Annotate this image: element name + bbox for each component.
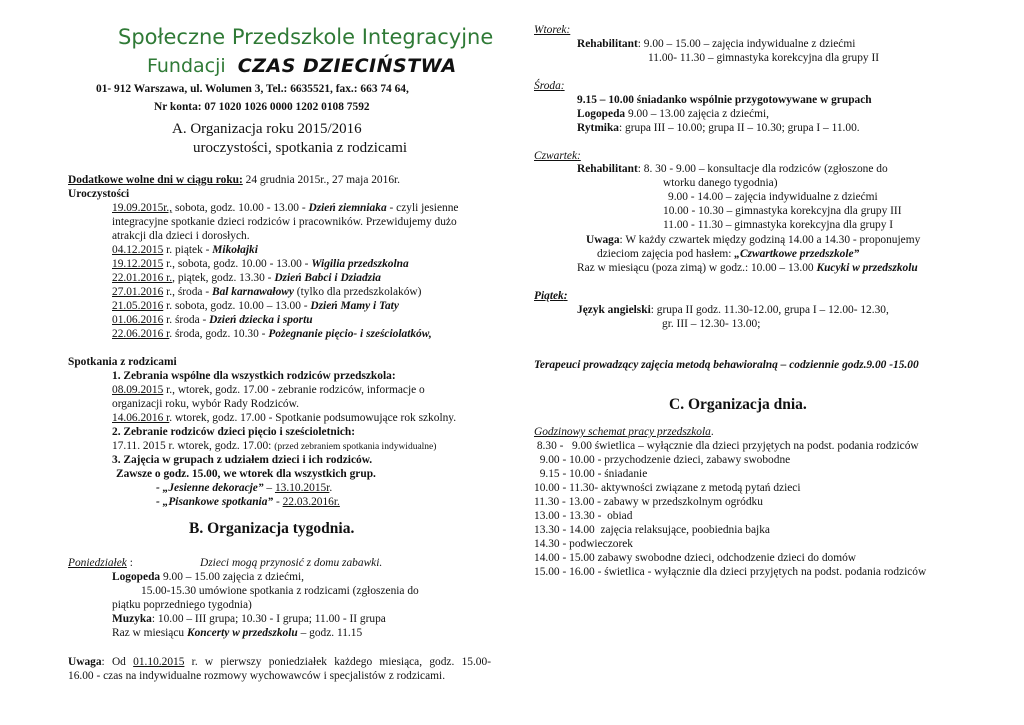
monday-logopeda-3: piątku poprzedniego tygodnia) <box>112 599 252 611</box>
celebration-name: Dzień Mamy i Taty <box>310 300 399 312</box>
schedule-row: 8.30 - 9.00 świetlica – wyłącznie dla dzieci przyjętych na podst. podania rodziców <box>534 440 919 452</box>
celebration-date: 21.05.2016 <box>112 300 164 312</box>
celebration-text: sobota, godz. 10.00 - 13.00 - <box>172 202 309 214</box>
account-line: Nr konta: 07 1020 1026 0000 1202 0108 7592 <box>154 101 370 113</box>
wednesday-logopeda <box>577 107 769 121</box>
meetings-3-b <box>156 495 340 509</box>
celebration-date: 19.09.2015r., <box>112 202 173 214</box>
meeting-date: 13.10.2015r <box>274 482 330 494</box>
section-a-subtitle: uroczystości, spotkania z rodzicami <box>193 140 408 156</box>
celebration-cont: atrakcji dla dzieci i dorosłych. <box>112 230 250 242</box>
wednesday-label: Środa: <box>534 80 565 92</box>
celebration-text: , piątek, godz. 13.30 - <box>172 272 275 284</box>
tuesday-rehab-label: Rehabilitant <box>577 38 638 50</box>
school-title: Społeczne Przedszkole Integracyjne <box>118 25 494 49</box>
schedule-row: 9.00 - 10.00 - przychodzenie dzieci, zabawy swobodne <box>534 454 791 466</box>
tuesday-rehab <box>577 37 855 51</box>
celebration-item <box>112 327 432 341</box>
thursday-rehab-2: wtorku danego tygodnia) <box>663 177 778 189</box>
celebration-text: . środa, godz. 10.30 - <box>169 328 269 340</box>
free-days <box>68 173 400 187</box>
friday-english-text: : grupa II godz. 11.30-12.00, grupa I – 12.00- 12.30, <box>650 304 889 316</box>
tuesday-rehab-text: : 9.00 – 15.00 – zajęcia indywidualne z dziećmi <box>637 38 856 50</box>
celebration-item <box>112 243 258 257</box>
monday-logopeda <box>112 570 304 584</box>
monday-concert-pre: Raz w miesiącu <box>112 627 187 639</box>
foundation-name: CZAS DZIECIŃSTWA <box>237 55 457 77</box>
meeting-date: 08.09.2015 <box>112 384 164 396</box>
monday-music-label: Muzyka <box>112 613 152 625</box>
celebration-item <box>112 313 313 327</box>
meeting-sep: – <box>263 482 275 494</box>
section-a-title: A. Organizacja roku 2015/2016 <box>172 121 362 137</box>
monday-music <box>112 612 386 626</box>
meeting-name: - „Pisankowe spotkania” <box>156 496 274 508</box>
meetings-3-a <box>156 481 332 495</box>
schedule-row: 9.15 - 10.00 - śniadanie <box>534 468 648 480</box>
wednesday-breakfast: 9.15 – 10.00 śniadanko wspólnie przygotowywane w grupach <box>577 94 872 106</box>
meeting-sep: - <box>273 496 283 508</box>
celebration-item <box>112 271 381 285</box>
celebration-item <box>112 285 421 299</box>
monday-label: Poniedziałek <box>68 557 127 569</box>
tuesday-label-text: Wtorek <box>534 24 567 36</box>
section-b-title: B. Organizacja tygodnia. <box>189 520 355 537</box>
free-days-label: Dodatkowe wolne dni w ciągu roku: <box>68 174 243 186</box>
schedule-dot: . <box>710 426 714 438</box>
section-c-title: C. Organizacja dnia. <box>669 396 807 413</box>
monday-sep: : <box>126 557 133 569</box>
schedule-label: Godzinowy schemat pracy przedszkola <box>534 426 711 438</box>
meeting-text: 17.11. 2015 r. wtorek, godz. 17.00: <box>112 440 275 452</box>
thursday-note-2 <box>597 247 859 261</box>
monday-logopeda-label: Logopeda <box>112 571 161 583</box>
foundation-prefix: Fundacji <box>147 55 226 77</box>
schedule-row: 13.00 - 13.30 - obiad <box>534 510 633 522</box>
wednesday-rhythm-text: : grupa III – 10.00; grupa II – 10.30; grupa I – 11.00. <box>619 122 860 134</box>
meeting-text: r., wtorek, godz. 17.00 - zebranie rodziców, informacje o <box>163 384 425 396</box>
celebration-name: Pożegnanie pięcio- i sześciolatków, <box>268 328 432 340</box>
celebration-name: Dzień dziecka i sportu <box>209 314 313 326</box>
meetings-1-title: 1. Zebrania wspólne dla wszystkich rodziców przedszkola: <box>112 370 396 382</box>
note-label: Uwaga <box>68 656 102 668</box>
friday-english-2: gr. III – 12.30- 13.00; <box>662 318 761 330</box>
celebration-rest: (tylko dla przedszkolaków) <box>293 286 422 298</box>
foundation-line <box>147 55 457 77</box>
meeting-text: . wtorek, godz. 17.00 - Spotkanie podsumowujące rok szkolny. <box>169 412 457 424</box>
thursday-label-text: Czwartek <box>534 150 578 162</box>
wednesday-label-text: Środa <box>534 80 561 92</box>
thursday-rehab-4: 10.00 - 10.30 – gimnastyka korekcyjna dla grupy III <box>663 205 902 217</box>
thursday-rehab-5: 11.00 - 11.30 – gimnastyka korekcyjna dla grupy I <box>663 219 894 231</box>
note-post: r. w pierwszy poniedziałek każdego miesiąca, godz. 15.00- <box>184 656 491 668</box>
celebration-text: r., środa - <box>163 286 212 298</box>
meetings-3-title: 3. Zajęcia w grupach z udziałem dzieci i ich rodziców. <box>112 454 373 466</box>
celebration-text: r., sobota, godz. 10.00 - 13.00 - <box>163 258 312 270</box>
friday-label: Piątek: <box>534 290 568 302</box>
meetings-label: Spotkania z rodzicami <box>68 356 177 368</box>
wednesday-logopeda-label: Logopeda <box>577 108 626 120</box>
celebration-date: 19.12.2015 <box>112 258 164 270</box>
meeting-date: 14.06.2016 r <box>112 412 170 424</box>
thursday-puppets-pre: Raz w miesiącu (poza zimą) w godz.: 10.00 – 13.00 <box>577 262 817 274</box>
monday-music-text: : 10.00 – III grupa; 10.30 - I grupa; 11.00 - II grupa <box>151 613 386 625</box>
celebration-text: r. sobota, godz. 10.00 – 13.00 - <box>163 300 311 312</box>
thursday-rehab <box>577 162 888 176</box>
schedule-row: 13.30 - 14.00 zajęcia relaksujące, poobiednia bajka <box>534 524 770 536</box>
monday-logopeda-2: 15.00-15.30 umówione spotkania z rodzicami (zgłoszenia do <box>141 585 419 597</box>
note-date: 01.10.2015 <box>133 656 185 668</box>
celebration-item <box>112 299 399 313</box>
celebration-date: 22.06.2016 r <box>112 328 170 340</box>
celebration-item <box>112 257 409 271</box>
thursday-note-2-text: dzieciom zajęcia pod hasłem: <box>597 248 735 260</box>
celebration-date: 22.01.2016 r. <box>112 272 173 284</box>
meetings-1-a-cont: organizacji roku, wybór Rady Rodziców. <box>112 398 299 410</box>
schedule-row: 10.00 - 11.30- aktywności związane z metodą pytań dzieci <box>534 482 801 494</box>
thursday-rehab-3: 9.00 - 14.00 – zajęcia indywidualne z dziećmi <box>668 191 878 203</box>
thursday-puppets <box>577 261 918 275</box>
schedule-row: 15.00 - 16.00 - świetlica - wyłącznie dla dzieci przyjętych na podst. podania rodziców <box>534 566 927 578</box>
meetings-1-b <box>112 411 456 425</box>
celebration-text: r. środa - <box>163 314 210 326</box>
celebration-item <box>112 201 458 215</box>
thursday-puppets-name: Kucyki w przedszkolu <box>816 262 918 274</box>
celebration-name: Dzień Babci i Dziadzia <box>274 272 381 284</box>
address-line: 01- 912 Warszawa, ul. Wolumen 3, Tel.: 6635521, fax.: 663 74 64, <box>96 83 409 95</box>
monday-concert <box>112 626 362 640</box>
celebration-cont: integracyjne spotkanie dzieci rodziców i pracowników. Przewidujemy dużo <box>112 216 457 228</box>
wednesday-rhythm <box>577 121 860 135</box>
friday-label-text: Piątek <box>534 290 564 302</box>
monday-concert-post: – godz. 11.15 <box>297 627 363 639</box>
note-line <box>68 655 491 669</box>
tuesday-rehab-2: 11.00- 11.30 – gimnastyka korekcyjna dla grupy II <box>648 52 880 64</box>
meetings-2-title: 2. Zebranie rodziców dzieci pięcio i sześcioletnich: <box>112 426 356 438</box>
free-days-value: 24 grudnia 2015r., 27 maja 2016r. <box>242 174 401 186</box>
thursday-rehab-text: : 8. 30 - 9.00 – konsultacje dla rodziców (zgłoszone do <box>637 163 888 175</box>
schedule-row: 14.00 - 15.00 zabawy swobodne dzieci, odchodzenie dzieci do domów <box>534 552 857 564</box>
celebration-text: r. piątek - <box>163 244 213 256</box>
note-pre: : Od <box>101 656 134 668</box>
note-cont: 16.00 - czas na indywidualne rozmowy wychowawców i specjalistów z rodzicami. <box>68 670 446 682</box>
friday-english <box>577 303 889 317</box>
wednesday-logopeda-text: 9.00 – 13.00 zajęcia z dziećmi, <box>625 108 770 120</box>
celebration-name: Dzień ziemniaka <box>308 202 387 214</box>
therapists-note: Terapeuci prowadzący zajęcia metodą behawioralną – codziennie godz.9.00 -15.00 <box>534 359 919 371</box>
celebration-name: Mikołajki <box>212 244 258 256</box>
meetings-2-a <box>112 439 436 454</box>
thursday-note-name: „Czwartkowe przedszkole” <box>734 248 860 260</box>
monday-note: Dzieci mogą przynosić z domu zabawki. <box>200 557 383 569</box>
thursday-note-label: Uwaga <box>586 234 620 246</box>
celebration-name: Wigilia przedszkolna <box>311 258 409 270</box>
meeting-name: - „Jesienne dekoracje” <box>156 482 264 494</box>
tuesday-label: Wtorek: <box>534 24 571 36</box>
celebration-date: 01.06.2016 <box>112 314 164 326</box>
celebration-name: Bal karnawałowy <box>211 286 294 298</box>
celebration-date: 04.12.2015 <box>112 244 164 256</box>
thursday-rehab-label: Rehabilitant <box>577 163 638 175</box>
meeting-date: 22.03.2016r. <box>282 496 340 508</box>
schedule-label-line <box>534 425 714 439</box>
meeting-note: (przed zebraniem spotkania indywidualne) <box>274 442 437 452</box>
celebration-date: 27.01.2016 <box>112 286 164 298</box>
wednesday-rhythm-label: Rytmika <box>577 122 619 134</box>
monday-logopeda-text: 9.00 – 15.00 zajęcia z dziećmi, <box>160 571 305 583</box>
thursday-note <box>586 233 920 247</box>
monday-concert-name: Koncerty w przedszkolu <box>186 627 298 639</box>
friday-english-label: Język angielski <box>577 304 651 316</box>
schedule-row: 14.30 - podwieczorek <box>534 538 634 550</box>
celebration-rest: - czyli jesienne <box>386 202 459 214</box>
meetings-3-sub: Zawsze o godz. 15.00, we wtorek dla wszystkich grup. <box>116 468 376 480</box>
meetings-1-a <box>112 383 425 397</box>
thursday-label: Czwartek: <box>534 150 581 162</box>
schedule-row: 11.30 - 13.00 - zabawy w przedszkolnym ogródku <box>534 496 763 508</box>
thursday-note-text: : W każdy czwartek między godziną 14.00 a 14.30 - proponujemy <box>619 234 921 246</box>
celebrations-label: Uroczystości <box>68 188 130 200</box>
monday-line <box>68 556 133 570</box>
meeting-end: . <box>329 482 333 494</box>
